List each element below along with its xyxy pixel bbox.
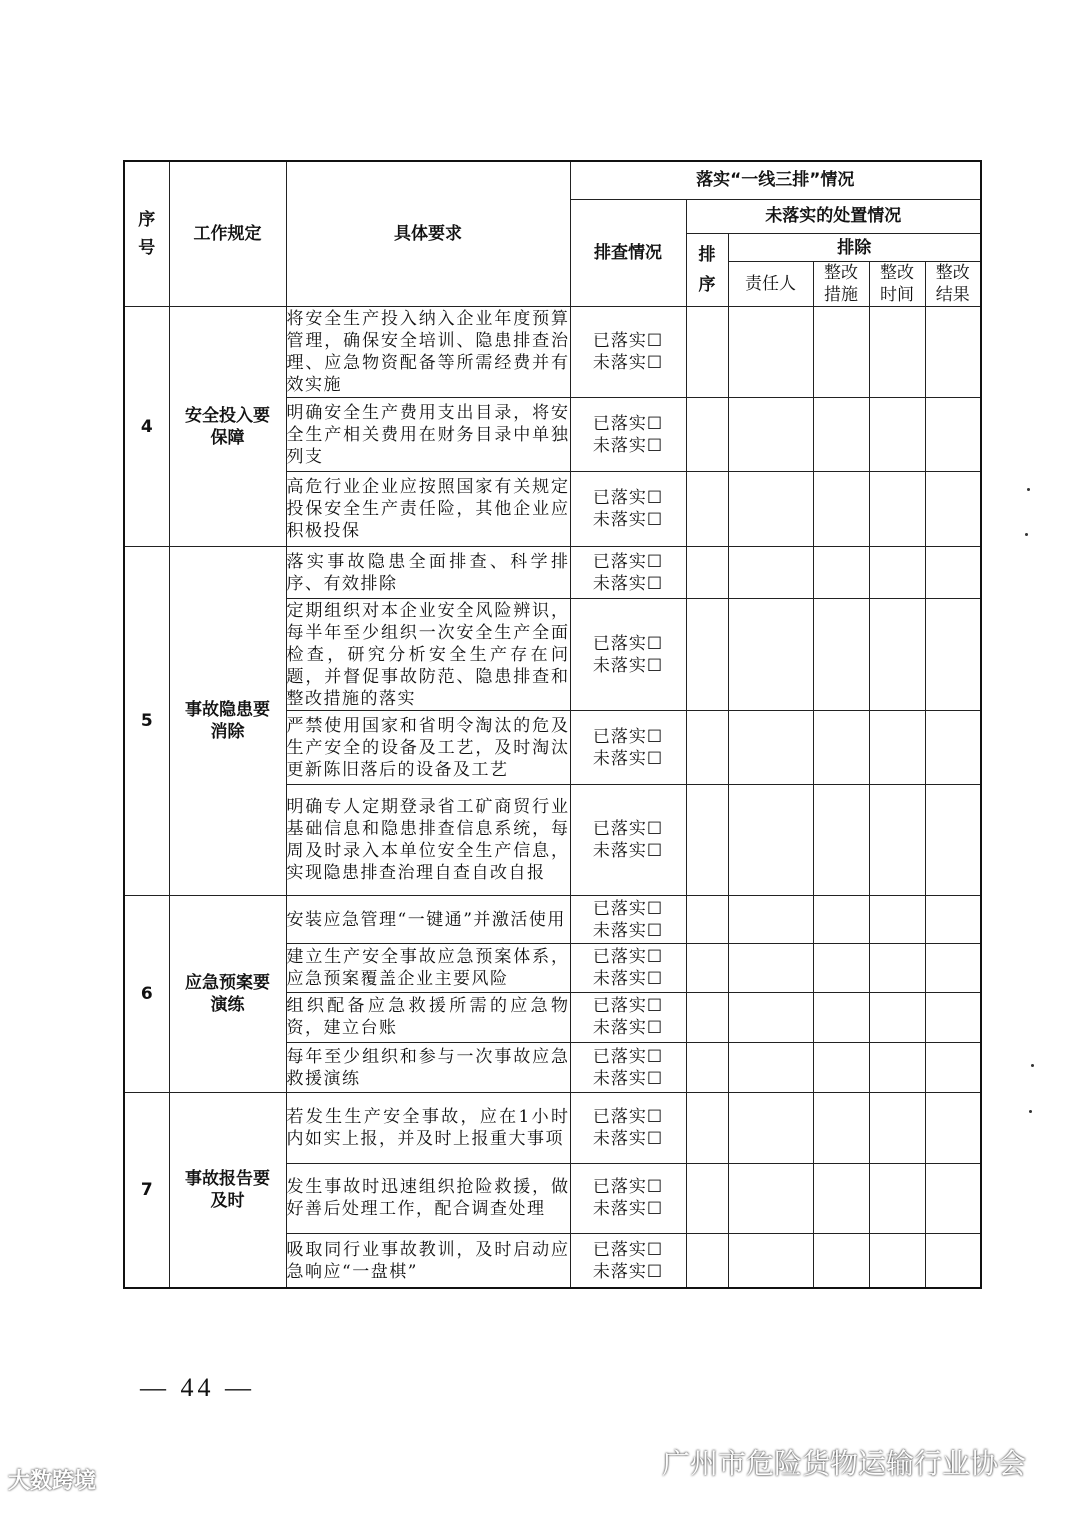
responsible-cell[interactable] (728, 896, 813, 944)
responsible-cell[interactable] (728, 1093, 813, 1163)
measures-cell[interactable] (813, 896, 869, 944)
measures-cell[interactable] (813, 1163, 869, 1233)
requirement-text: 定期组织对本企业安全风险辨识，每半年至少组织一次安全生产全面检查，研究分析安全生产存在问题，并督促事故防范、隐患排查和整改措施的落实 (286, 600, 570, 709)
requirement-text: 建立生产安全事故应急预案体系，应急预案覆盖企业主要风险 (286, 944, 570, 992)
not-implemented-checkbox[interactable]: 未落实☐ (592, 1018, 664, 1039)
time-cell[interactable] (869, 944, 925, 992)
header-requirement: 具体要求 (286, 161, 570, 307)
time-cell[interactable] (869, 896, 925, 944)
check-status-cell (570, 599, 686, 711)
result-cell[interactable] (925, 1042, 981, 1092)
not-implemented-checkbox[interactable]: 未落实☐ (592, 353, 664, 374)
safety-inspection-table (123, 160, 982, 1289)
responsible-cell[interactable] (728, 710, 813, 784)
responsible-cell[interactable] (728, 307, 813, 398)
result-cell[interactable] (925, 1234, 981, 1288)
order-cell[interactable] (686, 472, 728, 546)
order-cell[interactable] (686, 785, 728, 896)
result-cell[interactable] (925, 992, 981, 1042)
measures-cell[interactable] (813, 472, 869, 546)
header-eliminate: 排除 (728, 233, 981, 261)
not-implemented-checkbox[interactable]: 未落实☐ (592, 435, 664, 456)
check-status-cell (570, 785, 686, 896)
responsible-cell[interactable] (728, 1042, 813, 1092)
responsible-cell[interactable] (728, 992, 813, 1042)
order-cell[interactable] (686, 1042, 728, 1092)
result-cell[interactable] (925, 472, 981, 546)
serial-number: 7 (124, 1093, 169, 1288)
measures-cell[interactable] (813, 785, 869, 896)
order-cell[interactable] (686, 944, 728, 992)
watermark-left: 大数跨境 (8, 1469, 97, 1494)
implemented-checkbox[interactable]: 已落实☐ (592, 551, 664, 572)
requirement-text: 安装应急管理“一键通”并激活使用 (286, 896, 570, 944)
scan-dot (1029, 1110, 1032, 1113)
time-cell[interactable] (869, 1042, 925, 1092)
header-time: 整改时间 (869, 262, 925, 307)
order-cell[interactable] (686, 992, 728, 1042)
requirement-text: 每年至少组织和参与一次事故应急救援演练 (286, 1042, 570, 1092)
measures-cell[interactable] (813, 1093, 869, 1163)
time-cell[interactable] (869, 710, 925, 784)
not-implemented-checkbox[interactable]: 未落实☐ (592, 1068, 664, 1089)
not-implemented-checkbox[interactable]: 未落实☐ (592, 510, 664, 531)
not-implemented-checkbox[interactable]: 未落实☐ (592, 968, 664, 989)
not-implemented-checkbox[interactable]: 未落实☐ (592, 1199, 664, 1220)
order-cell[interactable] (686, 599, 728, 711)
work-rule: 事故报告要及时 (169, 1093, 286, 1288)
header-implementation: 落实“一线三排”情况 (570, 161, 981, 199)
responsible-cell[interactable] (728, 472, 813, 546)
check-status-cell (570, 710, 686, 784)
result-cell[interactable] (925, 944, 981, 992)
scan-dot (1027, 488, 1030, 491)
table-row (124, 546, 981, 598)
implemented-checkbox[interactable]: 已落实☐ (592, 1177, 664, 1198)
scan-dot (1025, 533, 1028, 536)
serial-number: 4 (124, 307, 169, 546)
order-cell[interactable] (686, 1093, 728, 1163)
watermark-right: 广州市危险货物运输行业协会 (662, 1447, 1027, 1480)
header-result: 整改结果 (925, 262, 981, 307)
not-implemented-checkbox[interactable]: 未落实☐ (592, 655, 664, 676)
measures-cell[interactable] (813, 546, 869, 598)
implemented-checkbox[interactable]: 已落实☐ (592, 819, 664, 840)
responsible-cell[interactable] (728, 397, 813, 471)
scan-dot (1031, 1064, 1034, 1067)
implemented-checkbox[interactable]: 已落实☐ (592, 996, 664, 1017)
serial-number: 5 (124, 546, 169, 895)
time-cell[interactable] (869, 1093, 925, 1163)
requirement-text: 组织配备应急救援所需的应急物资，建立台账 (286, 992, 570, 1042)
measures-cell[interactable] (813, 1042, 869, 1092)
requirement-text: 若发生生产安全事故，应在1小时内如实上报，并及时上报重大事项 (286, 1093, 570, 1163)
check-status-cell (570, 1163, 686, 1233)
check-status-cell (570, 307, 686, 398)
order-cell[interactable] (686, 1234, 728, 1288)
not-implemented-checkbox[interactable]: 未落实☐ (592, 748, 664, 769)
order-cell[interactable] (686, 397, 728, 471)
time-cell[interactable] (869, 599, 925, 711)
work-rule: 应急预案要演练 (169, 896, 286, 1093)
work-rule: 事故隐患要消除 (169, 546, 286, 895)
check-status-cell (570, 1093, 686, 1163)
requirement-text: 落实事故隐患全面排查、科学排序、有效排除 (286, 546, 570, 598)
result-cell[interactable] (925, 599, 981, 711)
check-status-cell (570, 397, 686, 471)
check-status-cell (570, 896, 686, 944)
result-cell[interactable] (925, 307, 981, 398)
measures-cell[interactable] (813, 307, 869, 398)
not-implemented-checkbox[interactable]: 未落实☐ (592, 841, 664, 862)
time-cell[interactable] (869, 785, 925, 896)
order-cell[interactable] (686, 710, 728, 784)
requirement-text: 将安全生产投入纳入企业年度预算管理，确保安全培训、隐患排查治理、应急物资配备等所需经费并有效实施 (286, 307, 570, 398)
responsible-cell[interactable] (728, 785, 813, 896)
requirement-text: 发生事故时迅速组织抢险救援，做好善后处理工作，配合调查处理 (286, 1163, 570, 1233)
result-cell[interactable] (925, 546, 981, 598)
result-cell[interactable] (925, 1163, 981, 1233)
order-cell[interactable] (686, 546, 728, 598)
not-implemented-checkbox[interactable]: 未落实☐ (592, 1128, 664, 1149)
header-unimplemented: 未落实的处置情况 (686, 199, 981, 233)
implemented-checkbox[interactable]: 已落实☐ (592, 1046, 664, 1067)
table-row (124, 896, 981, 944)
header-measures: 整改措施 (813, 262, 869, 307)
implemented-checkbox[interactable]: 已落实☐ (592, 331, 664, 352)
header-check-status: 排查情况 (570, 199, 686, 307)
check-status-cell (570, 1042, 686, 1092)
check-status-cell (570, 992, 686, 1042)
implemented-checkbox[interactable]: 已落实☐ (592, 726, 664, 747)
order-cell[interactable] (686, 307, 728, 398)
responsible-cell[interactable] (728, 1234, 813, 1288)
responsible-cell[interactable] (728, 599, 813, 711)
result-cell[interactable] (925, 1093, 981, 1163)
measures-cell[interactable] (813, 599, 869, 711)
requirement-text: 吸取同行业事故教训，及时启动应急响应“一盘棋” (286, 1234, 570, 1288)
check-status-cell (570, 546, 686, 598)
order-cell[interactable] (686, 896, 728, 944)
requirement-text: 明确专人定期登录省工矿商贸行业基础信息和隐患排查信息系统，每周及时录入本单位安全生产信息，实现隐患排查治理自查自改自报 (286, 785, 570, 896)
implemented-checkbox[interactable]: 已落实☐ (592, 946, 664, 967)
header-rule: 工作规定 (169, 161, 286, 307)
header-order: 排序 (686, 233, 728, 306)
requirement-text: 高危行业企业应按照国家有关规定投保安全生产责任险，其他企业应积极投保 (286, 472, 570, 546)
not-implemented-checkbox[interactable]: 未落实☐ (592, 920, 664, 941)
implemented-checkbox[interactable]: 已落实☐ (592, 898, 664, 919)
result-cell[interactable] (925, 896, 981, 944)
table-row (124, 307, 981, 398)
responsible-cell[interactable] (728, 546, 813, 598)
header-serial: 序号 (124, 161, 169, 307)
order-cell[interactable] (686, 1163, 728, 1233)
requirement-text: 严禁使用国家和省明令淘汰的危及生产安全的设备及工艺，及时淘汰更新陈旧落后的设备及工艺 (286, 710, 570, 784)
not-implemented-checkbox[interactable]: 未落实☐ (592, 1261, 664, 1282)
check-status-cell (570, 1234, 686, 1288)
measures-cell[interactable] (813, 944, 869, 992)
implemented-checkbox[interactable]: 已落实☐ (592, 413, 664, 434)
measures-cell[interactable] (813, 992, 869, 1042)
implemented-checkbox[interactable]: 已落实☐ (592, 1106, 664, 1127)
time-cell[interactable] (869, 397, 925, 471)
table-row (124, 1093, 981, 1163)
not-implemented-checkbox[interactable]: 未落实☐ (592, 573, 664, 594)
implemented-checkbox[interactable]: 已落实☐ (592, 1239, 664, 1260)
measures-cell[interactable] (813, 397, 869, 471)
work-rule: 安全投入要保障 (169, 307, 286, 546)
result-cell[interactable] (925, 397, 981, 471)
serial-number: 6 (124, 896, 169, 1093)
check-status-cell (570, 944, 686, 992)
responsible-cell[interactable] (728, 1163, 813, 1233)
time-cell[interactable] (869, 992, 925, 1042)
responsible-cell[interactable] (728, 944, 813, 992)
page-number: — 44 — (140, 1373, 255, 1402)
header-responsible: 责任人 (728, 262, 813, 307)
measures-cell[interactable] (813, 1234, 869, 1288)
time-cell[interactable] (869, 546, 925, 598)
implemented-checkbox[interactable]: 已落实☐ (592, 488, 664, 509)
time-cell[interactable] (869, 1234, 925, 1288)
requirement-text: 明确安全生产费用支出目录，将安全生产相关费用在财务目录中单独列支 (286, 397, 570, 471)
time-cell[interactable] (869, 1163, 925, 1233)
measures-cell[interactable] (813, 710, 869, 784)
implemented-checkbox[interactable]: 已落实☐ (592, 633, 664, 654)
time-cell[interactable] (869, 472, 925, 546)
time-cell[interactable] (869, 307, 925, 398)
result-cell[interactable] (925, 785, 981, 896)
check-status-cell (570, 472, 686, 546)
result-cell[interactable] (925, 710, 981, 784)
